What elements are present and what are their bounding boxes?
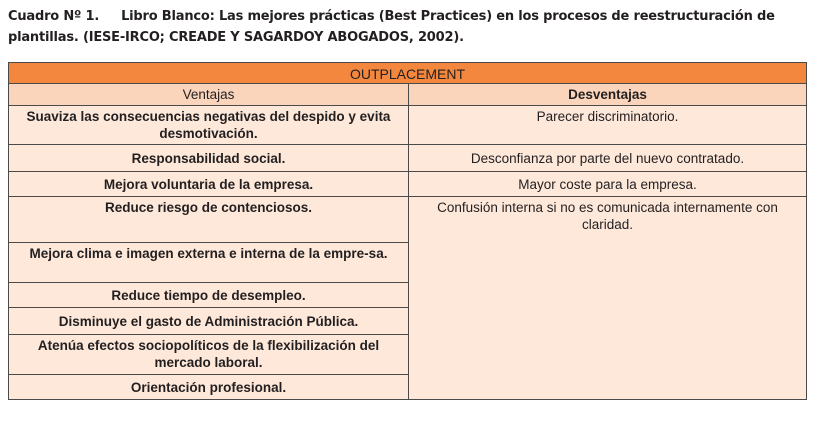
disadvantage-cell: Parecer discriminatorio. [409, 106, 807, 145]
advantage-cell: Responsabilidad social. [9, 145, 409, 172]
advantage-cell: Suaviza las consecuencias negativas del despido y evita desmotivación. [9, 106, 409, 145]
table-row [9, 145, 807, 172]
table-row [9, 106, 807, 145]
advantage-cell: Mejora clima e imagen externa e interna de la empre-sa. [9, 243, 409, 283]
disadvantage-cell: Mayor coste para la empresa. [409, 172, 807, 197]
disadvantage-cell: Desconfianza por parte del nuevo contratado. [409, 145, 807, 172]
table-title-row [9, 63, 807, 84]
table-caption [8, 6, 814, 48]
advantage-cell: Mejora voluntaria de la empresa. [9, 172, 409, 197]
caption-number: Cuadro Nº 1. [8, 9, 100, 24]
table-row [9, 172, 807, 197]
table-title: OUTPLACEMENT [9, 63, 807, 84]
advantage-cell: Atenúa efectos sociopolíticos de la flexibilización del mercado laboral. [9, 335, 409, 375]
caption-text: Libro Blanco: Las mejores prácticas (Best Practices) en los procesos de reestructuración de plantillas. (IESE-IRCO; CREADE Y SAGARDOY ABOGADOS, 2002). [8, 9, 775, 45]
advantage-cell: Reduce riesgo de contenciosos. [9, 197, 409, 243]
outplacement-table [8, 62, 807, 400]
disadvantage-cell: Confusión interna si no es comunicada internamente con claridad. [409, 197, 807, 400]
advantage-cell: Reduce tiempo de desempleo. [9, 283, 409, 308]
table-row [9, 197, 807, 243]
disadvantages-header: Desventajas [409, 84, 807, 106]
advantages-header: Ventajas [9, 84, 409, 106]
advantage-cell: Disminuye el gasto de Administración Pública. [9, 308, 409, 335]
advantage-cell: Orientación profesional. [9, 375, 409, 400]
table-header-row [9, 84, 807, 106]
